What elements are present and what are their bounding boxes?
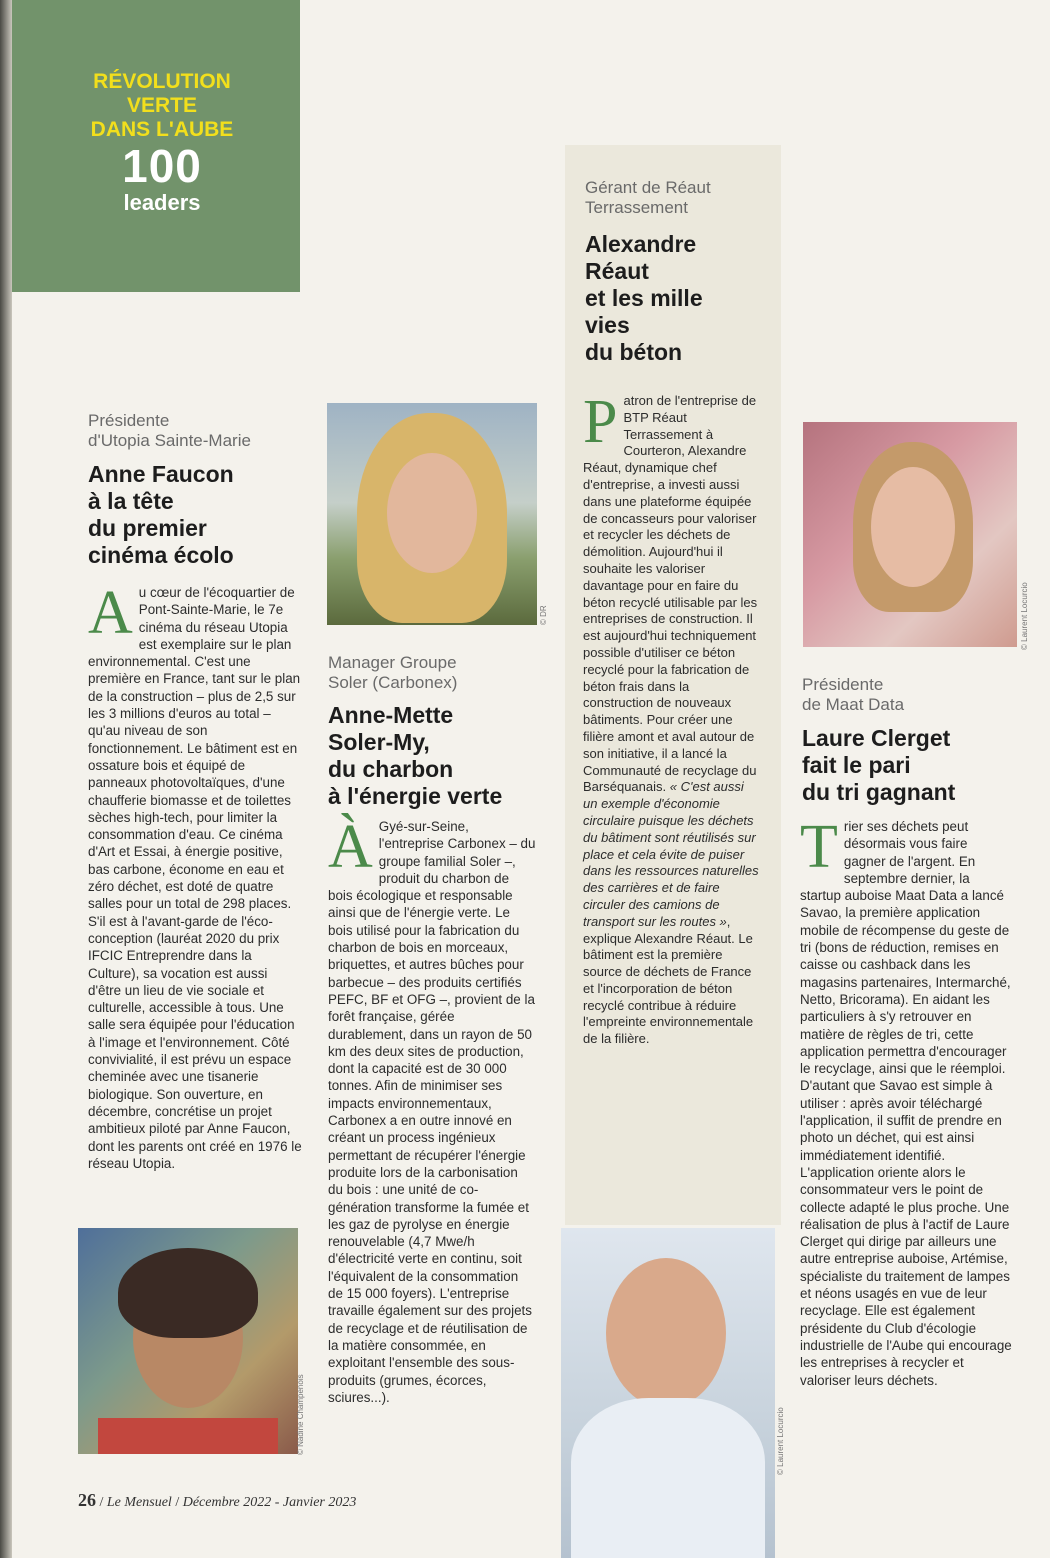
article2-role: Manager Groupe Soler (Carbonex) [328,653,458,692]
article4-photo [803,422,1017,647]
banner-number: 100 [122,140,202,192]
portrait-face [871,467,955,587]
magazine-name: Le Mensuel [106,1495,172,1510]
article3-photo-credit: © Laurent Locurcio [776,1407,785,1475]
issue-date: Décembre 2022 - Janvier 2023 [182,1495,357,1510]
article2-headline: Anne-Mette Soler-My, du charbon à l'énergie verte [328,702,503,809]
portrait-hair [118,1248,258,1338]
portrait-shirt [571,1398,765,1558]
article1-headline: Anne Faucon à la tête du premier cinéma écolo [88,461,234,568]
portrait-clothing [98,1418,278,1454]
article1-photo [78,1228,298,1454]
article2-dropcap: À [328,813,373,881]
article1-photo-credit: © Nadine Champenois [296,1374,305,1455]
article3-photo [561,1228,775,1558]
article1-role: Présidente d'Utopia Sainte-Marie [88,411,251,450]
article4-dropcap: T [800,813,838,881]
banner-line-1: RÉVOLUTION [93,70,231,93]
page-footer: 26 / Le Mensuel / Décembre 2022 - Janvier 2023 [78,1490,357,1510]
article3-dropcap: P [583,388,618,456]
article1-dropcap: A [88,579,133,647]
article4-role: Présidente de Maat Data [802,675,905,714]
article2-photo [327,403,537,625]
article3-role: Gérant de Réaut Terrassement [585,178,711,217]
article2-photo-credit: © DR [539,605,548,625]
portrait-face [606,1258,726,1408]
article1-body: A u cœur de l'écoquartier de Pont-Sainte-Marie, le 7e cinéma du réseau Utopia est exemplaire sur le plan environnemental. C'est une première en France, tant sur le plan de la construction – plus de 2,5 sur les 3 millions d'euros au total – qu'au niveau de son fonctionnement. Le bâtiment est en ossature bois et équipé de panneaux photovoltaïques, d'une chaufferie biomasse et de toilettes sèches high-tech, pour limiter la consommation d'eau. Ce cinéma d'Art et Essai, à énergie positive, bas carbone, économe en eau et zéro déchet, est doté de quatre salles pour un total de 298 places. S'il est à l'avant-garde de l'éco-conception (lauréat 2020 du prix IFCIC Entreprendre dans la Culture), sa vocation est aussi d'être un lieu de vie sociale et culturelle, accessible à tous. Une salle sera équipée pour l'éducation à l'image et l'environnement. Côté convivialité, il est prévu un espace cheminée avec une tisanerie biologique. Son ouverture, en décembre, concrétise un projet ambitieux piloté par Anne Faucon, dont les parents ont créé en 1976 le réseau Utopia. [88,579,302,1171]
article3-headline: Alexandre Réaut et les mille vies du béton [585,231,703,365]
article4-body: T rier ses déchets peut désormais vous faire gagner de l'argent. En septembre dernier, la startup auboise Maat Data a lancé Savao, la première application mobile de récompense du geste de tri (bons de réduction, remises en caisse ou cashback dans les magasins partenaires, Intermarché, Netto, Bricorama). En aidant les particuliers à s'y retrouver en matière de règles de tri, cette application permettra d'encourager le recyclage, ainsi que le réemploi. D'autant que Savao est simple à utiliser : après avoir téléchargé l'application, il suffit de prendre en photo un déchet, qui est ainsi immédiatement identifié. L'application oriente alors le consommateur vers le point de collecte adapté le plus proche. Une réalisation de plus à l'actif de Laure Clerget qui dirige par ailleurs une autre entreprise auboise, Artémise, spécialiste du traitement de lampes et néons usagés en vue de leur recyclage. Elle est également présidente du Club d'écologie industrielle de l'Aube qui encourage les entreprises à recycler et valoriser leurs déchets. [800,813,1012,1388]
banner-word: leaders [123,190,201,215]
section-banner [12,0,300,292]
banner-line-2: VERTE [126,94,197,117]
article4-photo-credit: © Laurent Locurcio [1020,582,1029,650]
page-binding-edge [0,0,12,1558]
page-number: 26 [78,1490,96,1510]
banner-line-3: DANS L'AUBE [90,118,234,141]
article3-quote: « C'est aussi un exemple d'économie circulaire puisque les déchets du bâtiment sont réutilisés sur place et cela évite de puiser dans les ressources naturelles des carrières et de faire circuler des camions de transport sur les routes » [583,779,759,929]
portrait-face [387,453,477,573]
article3-body: P atron de l'entreprise de BTP Réaut Terrassement à Courteron, Alexandre Réaut, dynamique chef d'entreprise, a investi aussi dans une plateforme équipée de concasseurs pour valoriser et recycler les déchets de démolition. Aujourd'hui il souhaite les valoriser davantage pour en faire du béton recyclé utilisable par les entreprises de construction. Il est aujourd'hui techniquement possible d'utiliser ce béton recyclé pour la fabrication de béton frais dans la construction de nouveaux bâtiments. Pour créer une filière amont et aval autour de son initiative, il a lancé la Communauté de recyclage du Barséquanais. « C'est aussi un exemple d'économie circulaire puisque les déchets du bâtiment sont réutilisés sur place et cela évite de puiser dans les ressources naturelles des carrières et de faire circuler des camions de transport sur les routes », explique Alexandre Réaut. Le bâtiment est la première source de déchets de France et l'incorporation de béton recyclé contribue à réduire l'empreinte environnementale de la filière. [583,388,759,1047]
article4-headline: Laure Clerget fait le pari du tri gagnant [802,725,956,805]
article2-body: À Gyé-sur-Seine, l'entreprise Carbonex – du groupe familial Soler –, produit du charbon de bois écologique et responsable ainsi que de l'énergie verte. Le bois utilisé pour la fabrication du charbon de bois en morceaux, briquettes, et autres bûches pour barbecue – des produits certifiés PEFC, BF et OFG –, provient de la forêt française, gérée durablement, dans un rayon de 50 km des deux sites de production, dont la capacité est de 30 000 tonnes. Afin de minimiser ses impacts environnementaux, Carbonex a en outre innové en créant un process ingénieux permettant de récupérer l'énergie produite lors de la carbonisation du bois : une unité de co-génération transforme la fumée et les gaz de pyrolyse en énergie renouvelable (4,7 Mwe/h d'électricité verte en continu, soit l'équivalent de la consommation de 15 000 foyers). L'entreprise travaille également sur des projets de recyclage et de réutilisation de la matière consommée, en exploitant l'ensemble des sous-produits (grumes, écorces, sciures...). [328,813,536,1405]
